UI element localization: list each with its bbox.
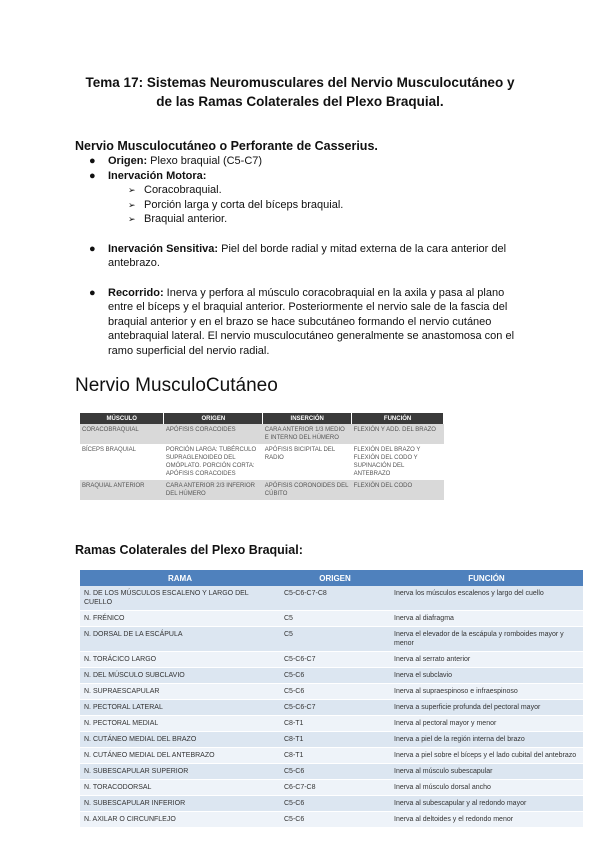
table-row (80, 444, 444, 480)
table-cell: Inerva al serrato anterior (390, 652, 583, 668)
column-header: ORIGEN (280, 570, 390, 586)
table-row (80, 611, 583, 627)
table-row (80, 796, 583, 812)
bullet-icon: ● (89, 242, 96, 255)
table-cell: N. SUBESCAPULAR SUPERIOR (80, 764, 280, 780)
table-cell: N. PECTORAL LATERAL (80, 700, 280, 716)
table-cell: N. DORSAL DE LA ESCÁPULA (80, 627, 280, 652)
table-row (80, 668, 583, 684)
table-cell: FLEXIÓN DEL CODO (352, 480, 444, 500)
sub-item: ➢ Braquial anterior. (128, 213, 228, 225)
table-cell: C6-C7-C8 (280, 780, 390, 796)
table-cell: N. DEL MÚSCULO SUBCLAVIO (80, 668, 280, 684)
table-cell: Inerva al subescapular y al redondo mayor (390, 796, 583, 812)
table-cell: C8-T1 (280, 748, 390, 764)
table-cell: N. PECTORAL MEDIAL (80, 716, 280, 732)
bullet-icon: ● (89, 286, 96, 299)
table-row (80, 812, 583, 828)
page-title (40, 73, 560, 111)
column-header: FUNCIÓN (352, 413, 444, 424)
list-item-origen: ● Origen: Plexo braquial (C5-C7) (89, 155, 263, 167)
sub-item: ➢ Porción larga y corta del bíceps braquial. (128, 198, 344, 211)
muscle-table (80, 413, 444, 500)
bullet-icon: ● (89, 155, 96, 167)
table-cell: C5-C6-C7 (280, 652, 390, 668)
list-item-sensitiva: ● Inervación Sensitiva: Piel del borde radial y mitad externa de la cara anterior del antebrazo. (89, 242, 507, 269)
table-row (80, 424, 444, 444)
table-row (80, 732, 583, 748)
arrow-icon: ➢ (128, 199, 136, 210)
table-cell: C5-C6 (280, 796, 390, 812)
table-cell: Inerva al supraespinoso e infraespinoso (390, 684, 583, 700)
table-row (80, 652, 583, 668)
table-cell: N. DE LOS MÚSCULOS ESCALENO Y LARGO DEL CUELLO (80, 586, 280, 611)
section-heading-ramas: Ramas Colaterales del Plexo Braquial: (75, 543, 303, 557)
table-cell: Inerva el elevador de la escápula y romboides mayor y menor (390, 627, 583, 652)
table-cell: C5 (280, 627, 390, 652)
table-cell: N. SUPRAESCAPULAR (80, 684, 280, 700)
musculocutaneo-list (75, 154, 525, 358)
table-row (80, 586, 583, 611)
table-cell: N. TORÁCICO LARGO (80, 652, 280, 668)
table-cell: C5-C6 (280, 764, 390, 780)
table-header-row (80, 413, 444, 424)
table-cell: C5-C6 (280, 668, 390, 684)
sub-item: ➢ Coracobraquial. (128, 184, 222, 196)
table-cell: N. CUTÁNEO MEDIAL DEL ANTEBRAZO (80, 748, 280, 764)
section-heading-musculocutaneo-table: Nervio MusculoCutáneo (75, 375, 278, 396)
table-cell: C5 (280, 611, 390, 627)
arrow-icon: ➢ (128, 185, 136, 195)
table-cell: C5-C6-C7-C8 (280, 586, 390, 611)
title-line-2: de las Ramas Colaterales del Plexo Braquial. (156, 94, 444, 109)
column-header: ORIGEN (164, 413, 263, 424)
table-cell: C5-C6 (280, 812, 390, 828)
column-header: INSERCIÓN (263, 413, 352, 424)
table-row (80, 627, 583, 652)
table-cell: FLEXIÓN Y ADD. DEL BRAZO (352, 424, 444, 444)
table-cell: Inerva al músculo dorsal ancho (390, 780, 583, 796)
arrow-icon: ➢ (128, 214, 136, 224)
table-cell: BÍCEPS BRAQUIAL (80, 444, 164, 480)
table-row (80, 700, 583, 716)
table-cell: CORACOBRAQUIAL (80, 424, 164, 444)
table-cell: C5-C6-C7 (280, 700, 390, 716)
table-row (80, 764, 583, 780)
branches-table (80, 570, 583, 828)
table-cell: CARA ANTERIOR 1/3 MEDIO E INTERNO DEL HÚMERO (263, 424, 352, 444)
table-cell: FLEXIÓN DEL BRAZO Y FLEXIÓN DEL CODO Y SUPINACIÓN DEL ANTEBRAZO (352, 444, 444, 480)
table-cell: Inerva al músculo subescapular (390, 764, 583, 780)
table-cell: Inerva los músculos escalenos y largo del cuello (390, 586, 583, 611)
table-cell: N. AXILAR O CIRCUNFLEJO (80, 812, 280, 828)
title-line-1: Tema 17: Sistemas Neuromusculares del Nervio Musculocutáneo y (85, 75, 515, 90)
table-cell: Inerva al diafragma (390, 611, 583, 627)
table-row (80, 716, 583, 732)
table-row (80, 684, 583, 700)
table-cell: C8-T1 (280, 716, 390, 732)
table-cell: PORCIÓN LARGA: TUBÉRCULO SUPRAGLENOIDEO DEL OMÓPLATO. PORCIÓN CORTA: APÓFISIS CORACOIDES (164, 444, 263, 480)
table-cell: Inerva a superficie profunda del pectoral mayor (390, 700, 583, 716)
table-cell: BRAQUIAL ANTERIOR (80, 480, 164, 500)
bullet-icon: ● (89, 169, 96, 182)
section-heading-musculocutaneo: Nervio Musculocutáneo o Perforante de Casserius. (75, 139, 378, 153)
column-header: MÚSCULO (80, 413, 164, 424)
table-cell: Inerva a piel sobre el bíceps y el lado cubital del antebrazo (390, 748, 583, 764)
table-cell: N. FRÉNICO (80, 611, 280, 627)
table-cell: C5-C6 (280, 684, 390, 700)
table-header-row (80, 570, 583, 586)
table-cell: Inerva el subclavio (390, 668, 583, 684)
table-cell: CARA ANTERIOR 2/3 INFERIOR DEL HÚMERO (164, 480, 263, 500)
table-row (80, 780, 583, 796)
table-cell: N. CUTÁNEO MEDIAL DEL BRAZO (80, 732, 280, 748)
column-header: FUNCIÓN (390, 570, 583, 586)
table-cell: APÓFISIS BICIPITAL DEL RADIO (263, 444, 352, 480)
table-cell: APÓFISIS CORACOIDES (164, 424, 263, 444)
list-item-recorrido: ● Recorrido: Inerva y perfora al músculo coracobraquial en la axila y pasa al plano entre el bíceps y el braquial anterior. Posteriormente el nervio sale de la fascia del braquial anterior y en el brazo se hace subcutáneo formando el nervio cutáneo antebraquial lateral. El nervio musculocutáneo generalmente se anastomosa con el ramo superficial del nervio radial. (89, 286, 515, 357)
column-header: RAMA (80, 570, 280, 586)
table-cell: Inerva al pectoral mayor y menor (390, 716, 583, 732)
table-cell: N. TORACODORSAL (80, 780, 280, 796)
list-item-motora: ● Inervación Motora: (89, 169, 207, 182)
table-cell: N. SUBESCAPULAR INFERIOR (80, 796, 280, 812)
table-cell: C8-T1 (280, 732, 390, 748)
table-row (80, 480, 444, 500)
table-row (80, 748, 583, 764)
table-cell: APÓFISIS CORONOIDES DEL CÚBITO (263, 480, 352, 500)
table-cell: Inerva al deltoides y el redondo menor (390, 812, 583, 828)
table-cell: Inerva a piel de la región interna del brazo (390, 732, 583, 748)
